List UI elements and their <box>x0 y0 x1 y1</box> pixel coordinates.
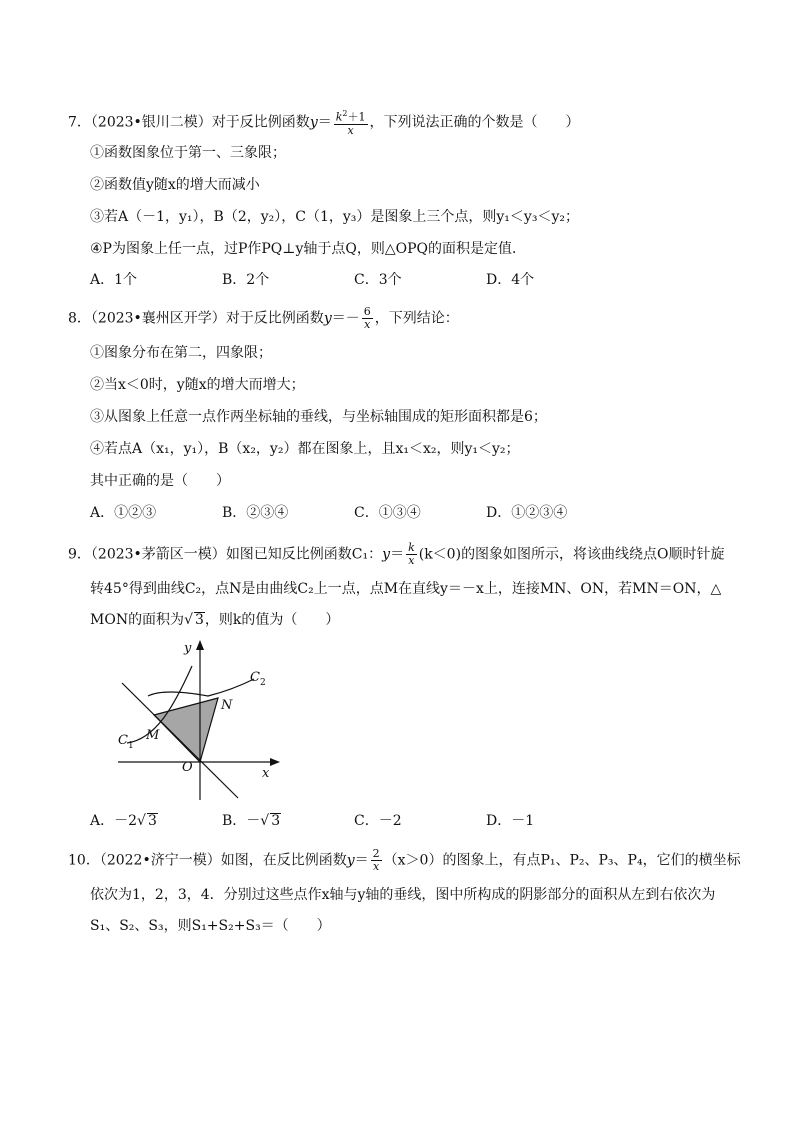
q9-frac-num: k <box>408 541 415 554</box>
q9-option-a-sqrt: 3 <box>147 813 157 829</box>
q8-fraction <box>362 306 373 331</box>
point-m-label: M <box>146 728 160 743</box>
q9-frac-den: x <box>408 554 415 567</box>
c2-subscript: 2 <box>259 678 266 688</box>
q8-item-2: ②当x＜0时，y随x的增大而增大； <box>90 377 305 393</box>
q9-option-c[interactable]: C．－2 <box>354 813 402 829</box>
q8-stem <box>68 306 459 331</box>
q7-stem-b: ，下列说法正确的个数是（ ） <box>369 114 580 131</box>
q9-option-b-label: B．－ <box>222 813 261 829</box>
q9-line1-a: 如图已知反比例函数C₁： <box>225 546 383 563</box>
q9-line1-b: 的图象如图所示，将该曲线绕点O顺时针旋 <box>461 546 725 563</box>
q10-frac-num: 2 <box>372 847 380 860</box>
q10-stem <box>68 848 741 873</box>
q9-line-1 <box>68 542 725 567</box>
q9-number: 9． <box>68 546 91 563</box>
q8-frac-den: x <box>364 318 371 331</box>
c1-label <box>118 733 134 751</box>
q8-stem-a: 对于反比例函数 <box>225 310 324 327</box>
q8-option-c[interactable]: C．①③④ <box>354 505 421 521</box>
q9-option-b[interactable]: B．－√ 3 <box>222 813 281 829</box>
q7-stem-a: 对于反比例函数 <box>211 114 310 131</box>
y-axis-arrow <box>196 640 204 650</box>
q8-item-1: ①图象分布在第二，四象限； <box>90 345 272 361</box>
q10-stem-b: （x＞0）的图象上，有点P₁、P₂、P₃、P₄，它们的横坐标 <box>383 852 741 869</box>
q9-line3-a: MON的面积为 <box>90 612 185 628</box>
q7-option-c[interactable]: C．3个 <box>354 272 402 288</box>
q9-option-a[interactable]: A．－2√ 3 <box>90 813 157 829</box>
q9-eq: ＝ <box>390 546 405 563</box>
q8-func-y: y <box>323 310 332 327</box>
q9-fraction <box>406 542 417 567</box>
q7-option-d[interactable]: D．4个 <box>486 272 535 288</box>
q9-line3-b: ，则k的值为（ ） <box>204 612 340 628</box>
q9-figure <box>114 638 282 802</box>
c2-letter: C <box>250 670 260 685</box>
q10-func-y: y <box>346 852 355 869</box>
q7-options <box>90 270 618 290</box>
q8-closing: 其中正确的是（ ） <box>90 473 230 489</box>
q10-number: 10． <box>68 852 100 869</box>
q8-item-4: ④若点A（x₁，y₁），B（x₂，y₂）都在图象上，且x₁＜x₂，则y₁＜y₂； <box>90 441 520 457</box>
q8-source: （2023•襄州区开学） <box>90 310 226 327</box>
q9-option-a-label: A．－2 <box>90 813 138 829</box>
q8-frac-num: 6 <box>363 305 371 318</box>
q7-func-y: y <box>309 114 318 131</box>
q7-frac-den: x <box>347 123 354 137</box>
q7-item-2: ②函数值y随x的增大而减小 <box>90 177 260 193</box>
q10-fraction <box>371 848 382 873</box>
q7-frac-sup: 2 <box>342 109 348 118</box>
q7-number: 7． <box>68 114 91 131</box>
c1-subscript: 1 <box>127 741 134 751</box>
q7-fraction <box>334 108 368 137</box>
y-axis-label: y <box>184 641 192 656</box>
triangle-mon <box>154 698 218 762</box>
q9-source: （2023•茅箭区一模） <box>90 546 226 563</box>
point-n-label: N <box>221 698 233 713</box>
q7-frac-rest: ＋1 <box>347 110 366 124</box>
q7-option-a[interactable]: A．1个 <box>90 272 138 288</box>
q9-sqrt-value: 3 <box>194 612 204 628</box>
q10-line-2: 依次为1，2，3，4．分别过这些点作x轴与y轴的垂线，图中所构成的阴影部分的面积从左到右依次为 <box>90 887 716 903</box>
q9-option-b-sqrt: 3 <box>271 813 281 829</box>
q7-source: （2023•银川二模） <box>90 114 212 131</box>
q8-stem-b: ，下列结论： <box>374 310 459 327</box>
q9-func-y: y <box>382 546 391 563</box>
q8-option-a[interactable]: A．①②③ <box>90 505 157 521</box>
q10-frac-den: x <box>373 860 380 873</box>
q8-option-d[interactable]: D．①②③④ <box>486 505 568 521</box>
q7-frac-k: k <box>335 110 343 124</box>
q9-line-2: 转45°得到曲线C₂，点N是由曲线C₂上一点，点M在直线y＝－x上，连接MN、ON，若MN＝ON，△ <box>90 581 722 597</box>
q10-source: （2022•济宁一模） <box>99 852 221 869</box>
q8-option-b[interactable]: B．②③④ <box>222 505 289 521</box>
q7-item-1: ①函数图象位于第一、三象限； <box>90 145 286 161</box>
q9-condition: (k＜0) <box>418 546 462 563</box>
q7-eq: ＝ <box>317 114 332 131</box>
q8-options <box>90 503 618 523</box>
q10-stem-a: 如图，在反比例函数 <box>220 852 347 869</box>
q8-eq: ＝－ <box>331 310 360 327</box>
q10-line-3: S₁、S₂、S₃，则S₁+S₂+S₃＝（ ） <box>90 918 331 934</box>
x-axis-label: x <box>262 766 270 781</box>
q9-line-3: MON的面积为√ 3，则k的值为（ ） <box>90 612 340 628</box>
c1-letter: C <box>118 733 128 748</box>
c2-label <box>250 670 266 688</box>
q9-option-d[interactable]: D．－1 <box>486 813 535 829</box>
q7-item-4: ④P为图象上任一点，过P作PQ⊥y轴于点Q，则△OPQ的面积是定值． <box>90 241 526 257</box>
q7-option-b[interactable]: B．2个 <box>222 272 270 288</box>
q10-eq: ＝ <box>354 852 369 869</box>
origin-label: O <box>182 760 193 775</box>
q7-item-3: ③若A（－1，y₁），B（2，y₂），C（1，y₃）是图象上三个点，则y₁＜y₃＜y₂； <box>90 209 579 225</box>
q8-number: 8． <box>68 310 91 327</box>
q7-stem <box>68 108 580 137</box>
x-axis-arrow <box>270 758 280 766</box>
curve-c2 <box>148 679 254 696</box>
q8-item-3: ③从图象上任意一点作两坐标轴的垂线，与坐标轴围成的矩形面积都是6； <box>90 409 547 425</box>
q9-options <box>90 811 618 831</box>
